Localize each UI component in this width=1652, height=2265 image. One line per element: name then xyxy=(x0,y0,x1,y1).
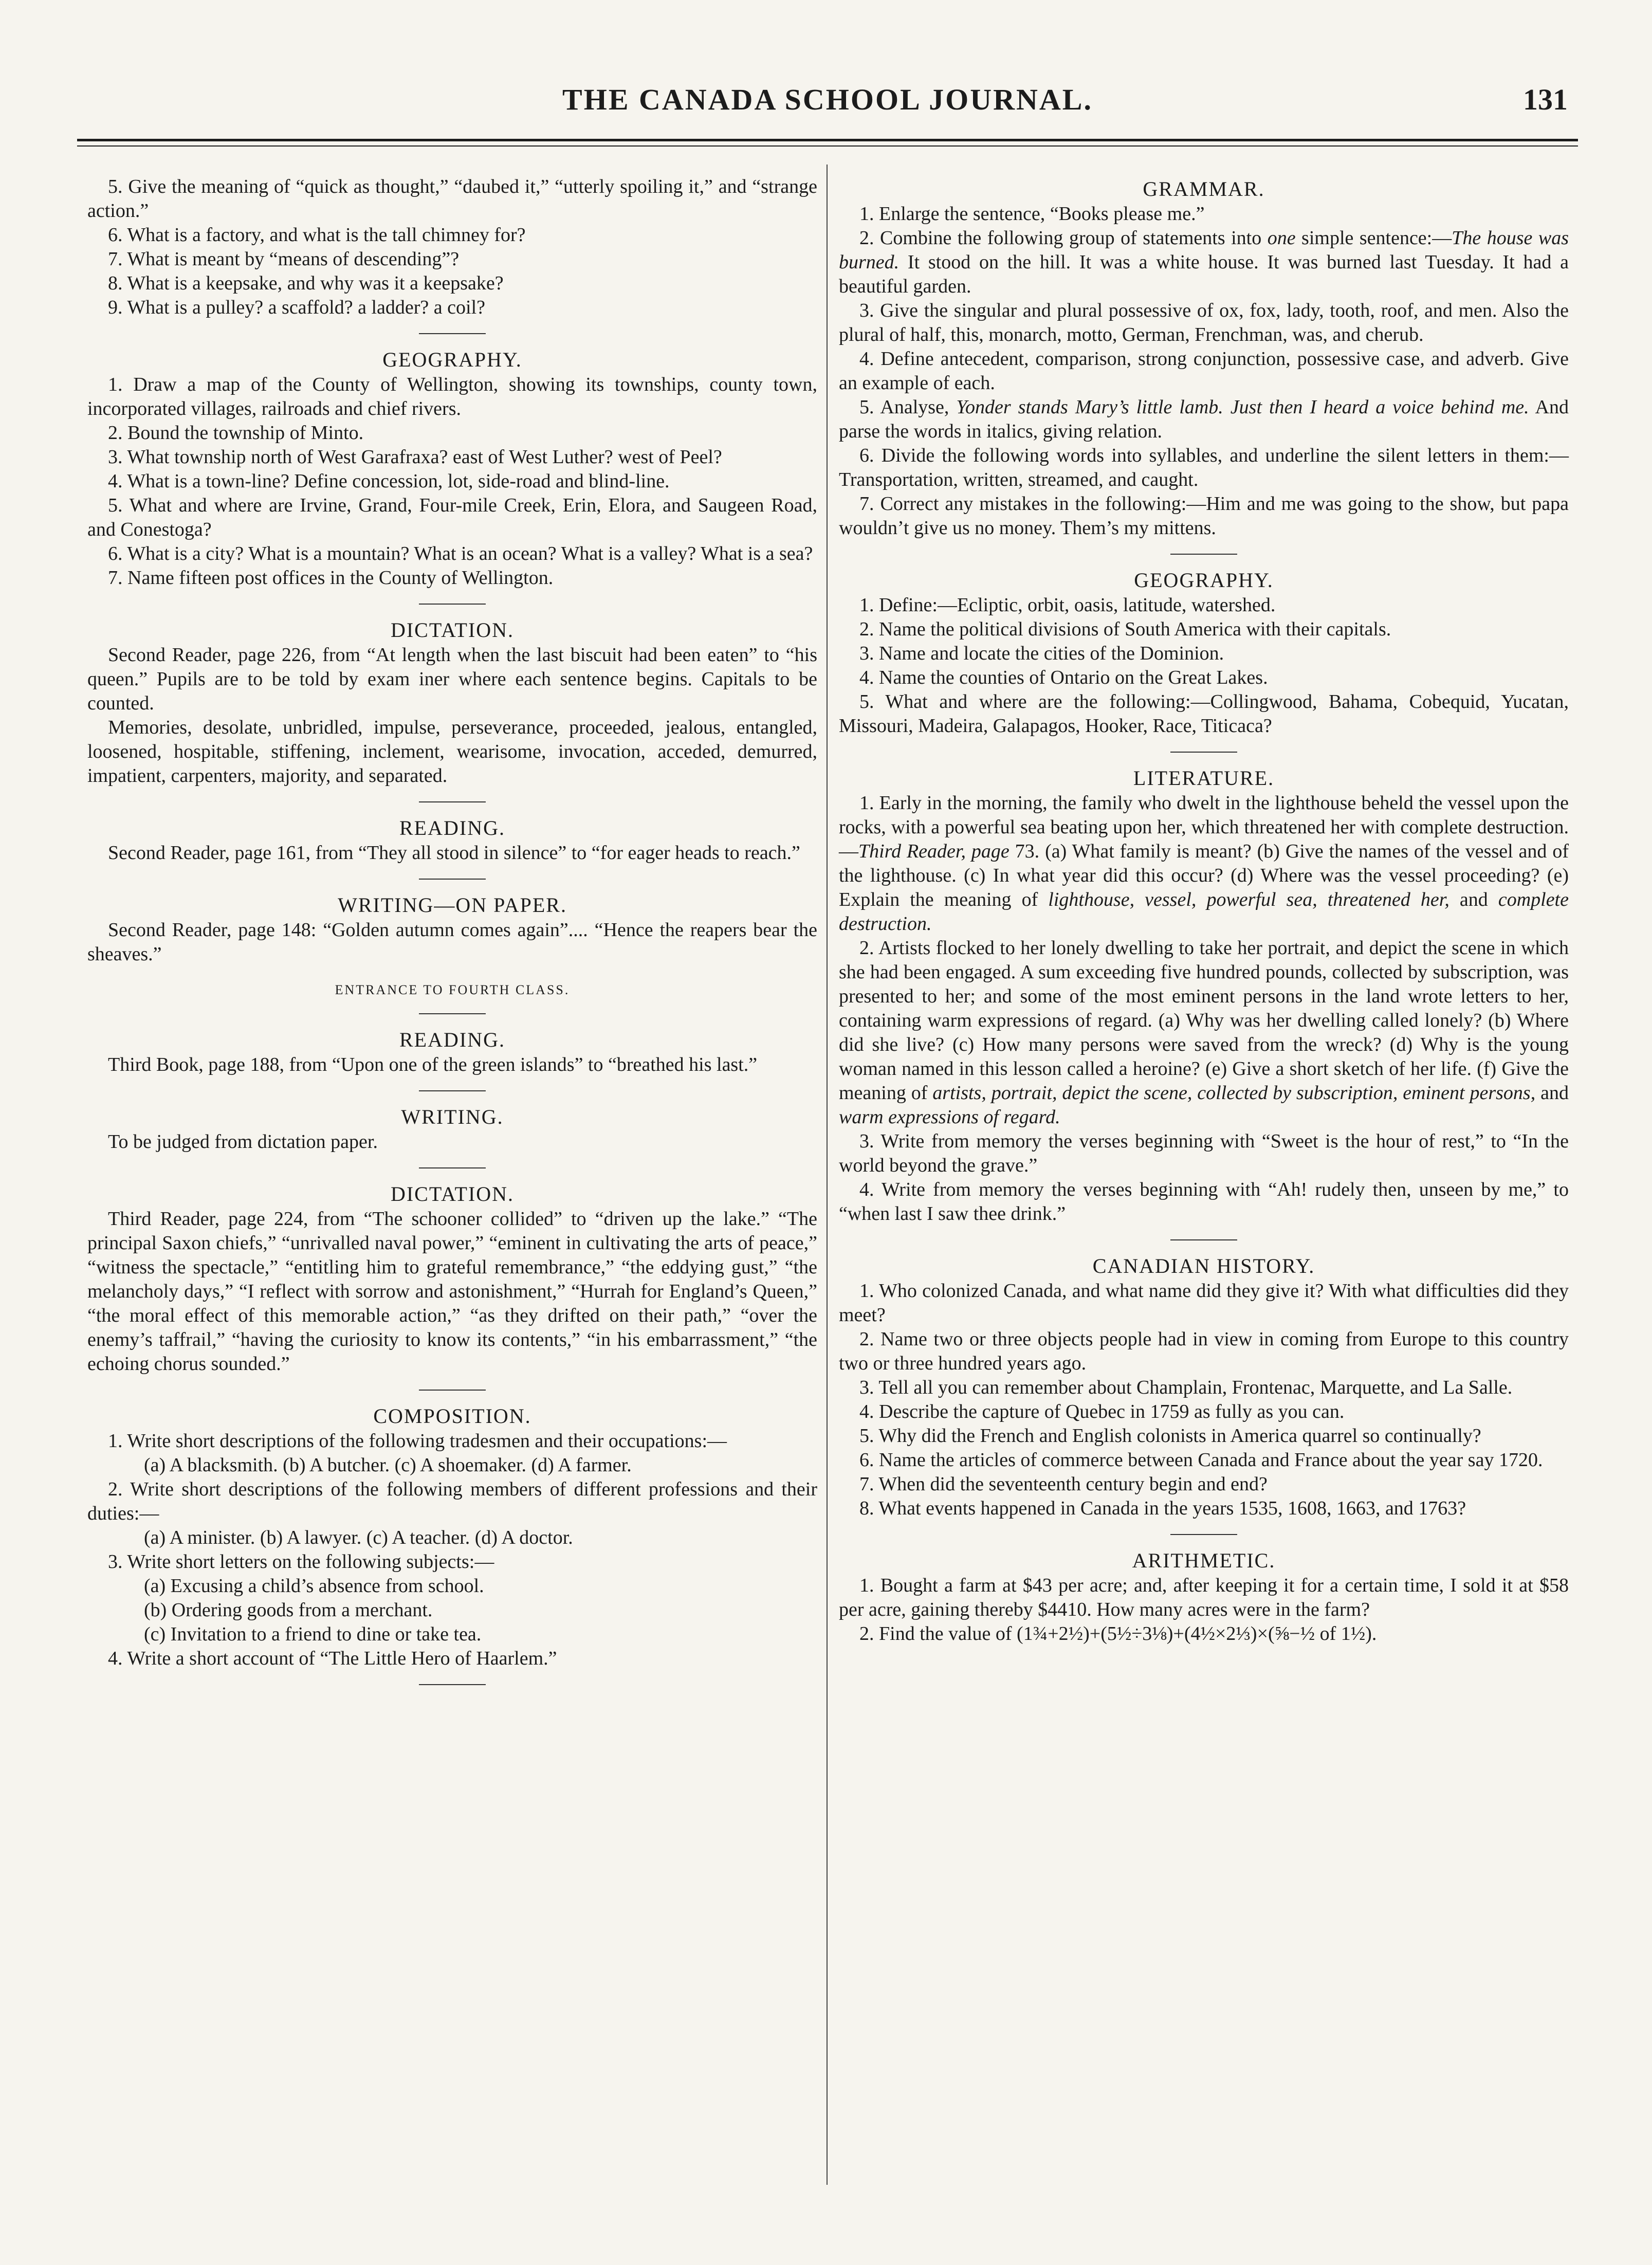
italic-text: one xyxy=(1267,227,1296,249)
question: 3. Write from memory the verses beginning with “Sweet is the hour of rest,” to “In the world beyond the grave.” xyxy=(839,1130,1569,1176)
question: 2. Name the political divisions of South America with their capitals. xyxy=(859,618,1391,640)
section-heading-dictation: DICTATION. xyxy=(390,1182,515,1205)
sub-item: (c) Invitation to a friend to dine or take tea. xyxy=(144,1623,482,1645)
italic-text: Third Reader, page xyxy=(858,841,1009,862)
column-divider xyxy=(827,165,828,2185)
text-run: It stood on the hill. It was a white house. It was burned last Tuesday. It had a beautiful garden. xyxy=(839,251,1569,297)
section-heading-grammar: GRAMMAR. xyxy=(1143,177,1265,200)
text-run: simple sentence:— xyxy=(1295,227,1452,249)
text-run: 1. Early in the morning, the family who dwelt in the lighthouse beheld the vessel upon the rocks, with a powerful sea beating upon her, which threatened her with complete destruction.— xyxy=(839,792,1569,862)
text-run: And parse the words in italics, giving relation. xyxy=(839,396,1569,442)
section-rule xyxy=(1170,1239,1237,1240)
question: 4. Name the counties of Ontario on the Great Lakes. xyxy=(859,667,1268,688)
page-header xyxy=(77,82,1578,123)
section-rule xyxy=(419,1090,486,1091)
question: 1. Who colonized Canada, and what name did they give it? With what difficulties did they meet? xyxy=(839,1280,1569,1326)
section-rule xyxy=(1170,1534,1237,1535)
question: 3. Name and locate the cities of the Dominion. xyxy=(859,643,1224,664)
italic-text: complete destruction. xyxy=(839,889,1569,935)
question: 2. Name two or three objects people had in view in coming from Europe to this country two or three hundred years ago. xyxy=(839,1328,1569,1374)
question: 3. Give the singular and plural possessive of ox, fox, lady, tooth, roof, and men. Also the plural of half, this, monarch, motto, German, Frenchman, was, and cherub. xyxy=(839,300,1569,345)
text-run: 73. (a) What family is meant? (b) Give the names of the vessel and of the lighthouse. (c) In what year did this occur? (d) Where was the vessel proceeding? (e) Explain the meaning of xyxy=(839,841,1569,910)
sub-item: (a) Excusing a child’s absence from school. xyxy=(144,1575,484,1597)
text-run: 2. Combine the following group of statements into xyxy=(859,227,1268,249)
header-rule-thick xyxy=(77,139,1578,141)
section-heading-dictation: DICTATION. xyxy=(390,618,515,642)
question: 7. Name fifteen post offices in the County of Wellington. xyxy=(108,567,554,589)
question: 2. Write short descriptions of the following members of different professions and their duties:— xyxy=(87,1478,817,1524)
question: 1. Define:—Ecliptic, orbit, oasis, latitude, watershed. xyxy=(859,594,1276,616)
question: 4. Describe the capture of Quebec in 1759 as fully as you can. xyxy=(859,1401,1345,1422)
page-number: 131 xyxy=(1523,83,1568,116)
question: 2. Bound the township of Minto. xyxy=(108,422,364,444)
left-column xyxy=(87,175,817,1698)
text-run: 5. Analyse, xyxy=(859,396,957,418)
paragraph: Third Book, page 188, from “Upon one of the green islands” to “breathed his last.” xyxy=(108,1054,758,1075)
question: 4. Define antecedent, comparison, strong conjunction, possessive case, and adverb. Give an example of each. xyxy=(839,348,1569,394)
italic-text: warm expressions of regard. xyxy=(839,1106,1060,1128)
question: 7. When did the seventeenth century begin and end? xyxy=(859,1473,1268,1495)
section-heading-reading: READING. xyxy=(399,1028,505,1051)
question: 5. What and where are the following:—Collingwood, Bahama, Cobequid, Yucatan, Missouri, Madeira, Galapagos, Hooker, Race, Titicaca? xyxy=(839,691,1569,737)
question: 3. Write short letters on the following subjects:— xyxy=(108,1551,494,1573)
question: 6. Divide the following words into syllables, and underline the silent letters in them:—Transportation, written, streamed, and caught. xyxy=(839,445,1569,490)
question: 5. Why did the French and English colonists in America quarrel so continually? xyxy=(859,1425,1481,1447)
right-column xyxy=(839,175,1569,1646)
question xyxy=(839,791,1569,936)
section-rule xyxy=(419,333,486,334)
section-heading-geography: GEOGRAPHY. xyxy=(382,348,522,371)
question: 7. What is meant by “means of descending”? xyxy=(108,248,460,270)
section-rule xyxy=(419,1390,486,1391)
question: 4. What is a town-line? Define concession, lot, side-road and blind-line. xyxy=(108,470,670,492)
section-heading-geography: GEOGRAPHY. xyxy=(1134,569,1274,592)
italic-text: Yonder stands Mary’s little lamb. Just then I heard a voice behind me. xyxy=(956,396,1529,418)
section-rule xyxy=(419,604,486,605)
paragraph: Second Reader, page 161, from “They all stood in silence” to “for eager heads to reach.” xyxy=(108,842,800,864)
section-heading-writing-on-paper: WRITING—ON PAPER. xyxy=(338,893,567,917)
question: 2. Find the value of (1¾+2½)+(5½÷3⅛)+(4½×2⅓)×(⅝−½ of 1½). xyxy=(859,1623,1377,1645)
section-rule xyxy=(419,1013,486,1014)
question: 3. Tell all you can remember about Champlain, Frontenac, Marquette, and La Salle. xyxy=(859,1377,1513,1398)
section-rule xyxy=(419,801,486,802)
question xyxy=(839,226,1569,299)
question: 1. Bought a farm at $43 per acre; and, after keeping it for a certain time, I sold it at $58 per acre, gaining thereby $4410. How many acres were in the farm? xyxy=(839,1575,1569,1620)
section-heading-canadian-history: CANADIAN HISTORY. xyxy=(1092,1254,1315,1277)
section-heading-literature: LITERATURE. xyxy=(1133,766,1275,790)
question: 3. What township north of West Garafraxa? east of West Luther? west of Peel? xyxy=(108,446,722,468)
sub-item: (a) A blacksmith. (b) A butcher. (c) A shoemaker. (d) A farmer. xyxy=(144,1454,632,1476)
text-run: and xyxy=(1535,1082,1569,1104)
question: 5. What and where are Irvine, Grand, Four-mile Creek, Erin, Elora, and Saugeen Road, and Conestoga? xyxy=(87,495,817,540)
italic-text: The house was burned. xyxy=(839,227,1569,273)
section-heading-reading: READING. xyxy=(399,816,505,839)
section-rule xyxy=(1170,554,1237,555)
section-rule xyxy=(419,1167,486,1168)
italic-text: artists, portrait, depict the scene, collected by subscription, eminent persons, xyxy=(932,1082,1536,1104)
sub-item: (a) A minister. (b) A lawyer. (c) A teacher. (d) A doctor. xyxy=(144,1527,573,1548)
paragraph: Memories, desolate, unbridled, impulse, perseverance, proceeded, jealous, entangled, loosened, hospitable, stiffening, inclement, wearisome, invocation, acceded, demurred, impatient, carpenters, majority, and separated. xyxy=(87,717,817,787)
paragraph: Second Reader, page 226, from “At length when the last biscuit had been eaten” to “his queen.” Pupils are to be told by exam iner where each sentence begins. Capitals to be counted. xyxy=(87,644,817,714)
question: 6. What is a city? What is a mountain? What is an ocean? What is a valley? What is a sea? xyxy=(108,543,813,564)
paragraph: Second Reader, page 148: “Golden autumn comes again”.... “Hence the reapers bear the sheaves.” xyxy=(87,919,817,965)
question: 1. Draw a map of the County of Wellington, showing its townships, county town, incorporated villages, railroads and chief rivers. xyxy=(87,374,817,419)
journal-title: THE CANADA SCHOOL JOURNAL. xyxy=(562,83,1093,116)
paragraph: Third Reader, page 224, from “The schooner collided” to “driven up the lake.” “The principal Saxon chiefs,” “unrivalled naval power,” “eminent in cultivating the arts of peace,” “witness the spectacle,” “entitling him to grateful remembrance,” “the eddying gust,” “the melancholy days,” “I reflect with sorrow and astonishment,” “Hurrah for England’s Queen,” “the moral effect of this memorable action,” “as they drifted on their path,” “over the enemy’s taffrail,” “having the curiosity to know its contents,” “in his embarrassment,” “the echoing chorus sounded.” xyxy=(87,1208,817,1375)
paragraph: To be judged from dictation paper. xyxy=(108,1131,378,1153)
text-run: and xyxy=(1449,889,1498,910)
question: 6. Name the articles of commerce between Canada and France about the year say 1720. xyxy=(859,1449,1543,1471)
section-rule xyxy=(1170,752,1237,753)
section-rule xyxy=(419,879,486,880)
italic-text: lighthouse, vessel, powerful sea, threatened her, xyxy=(1048,889,1449,910)
question: 1. Enlarge the sentence, “Books please me.” xyxy=(859,203,1205,225)
question: 7. Correct any mistakes in the following:—Him and me was going to the show, but papa wouldn’t give us no money. Them’s my mittens. xyxy=(839,493,1569,539)
question: 6. What is a factory, and what is the tall chimney for? xyxy=(108,224,526,246)
question: 9. What is a pulley? a scaffold? a ladder? a coil? xyxy=(108,297,485,318)
section-heading-writing: WRITING. xyxy=(401,1105,504,1128)
text-run: 2. Artists flocked to her lonely dwelling to take her portrait, and depict the scene in which she had been engaged. A sum exceeding five hundred pounds, collected by subscription, was presented to her; and some of the most eminent persons in the land wrote letters to her, containing warm expressions of regard. (a) Why was her dwelling called lonely? (b) Where did she live? (c) How many persons were saved from the wreck? (d) Why is the young woman named in this lesson called a heroine? (e) Give a short sketch of her life. (f) Give the meaning of xyxy=(839,937,1569,1104)
question: 8. What events happened in Canada in the years 1535, 1608, 1663, and 1763? xyxy=(859,1497,1466,1519)
question: 8. What is a keepsake, and why was it a keepsake? xyxy=(108,272,504,294)
question xyxy=(839,936,1569,1129)
sub-item: (b) Ordering goods from a merchant. xyxy=(144,1599,433,1621)
section-heading-composition: COMPOSITION. xyxy=(373,1404,531,1428)
header-rule-thin xyxy=(77,145,1578,147)
question: 5. Give the meaning of “quick as thought,” “daubed it,” “utterly spoiling it,” and “strange action.” xyxy=(87,176,817,222)
question: 1. Write short descriptions of the following tradesmen and their occupations:— xyxy=(108,1430,727,1452)
section-heading-arithmetic: ARITHMETIC. xyxy=(1132,1549,1276,1572)
question: 4. Write from memory the verses beginning with “Ah! rudely then, unseen by me,” to “when last I saw thee drink.” xyxy=(839,1179,1569,1225)
class-heading: ENTRANCE TO FOURTH CLASS. xyxy=(335,982,570,997)
question xyxy=(839,395,1569,444)
section-rule xyxy=(419,1684,486,1685)
question: 4. Write a short account of “The Little Hero of Haarlem.” xyxy=(108,1648,557,1669)
